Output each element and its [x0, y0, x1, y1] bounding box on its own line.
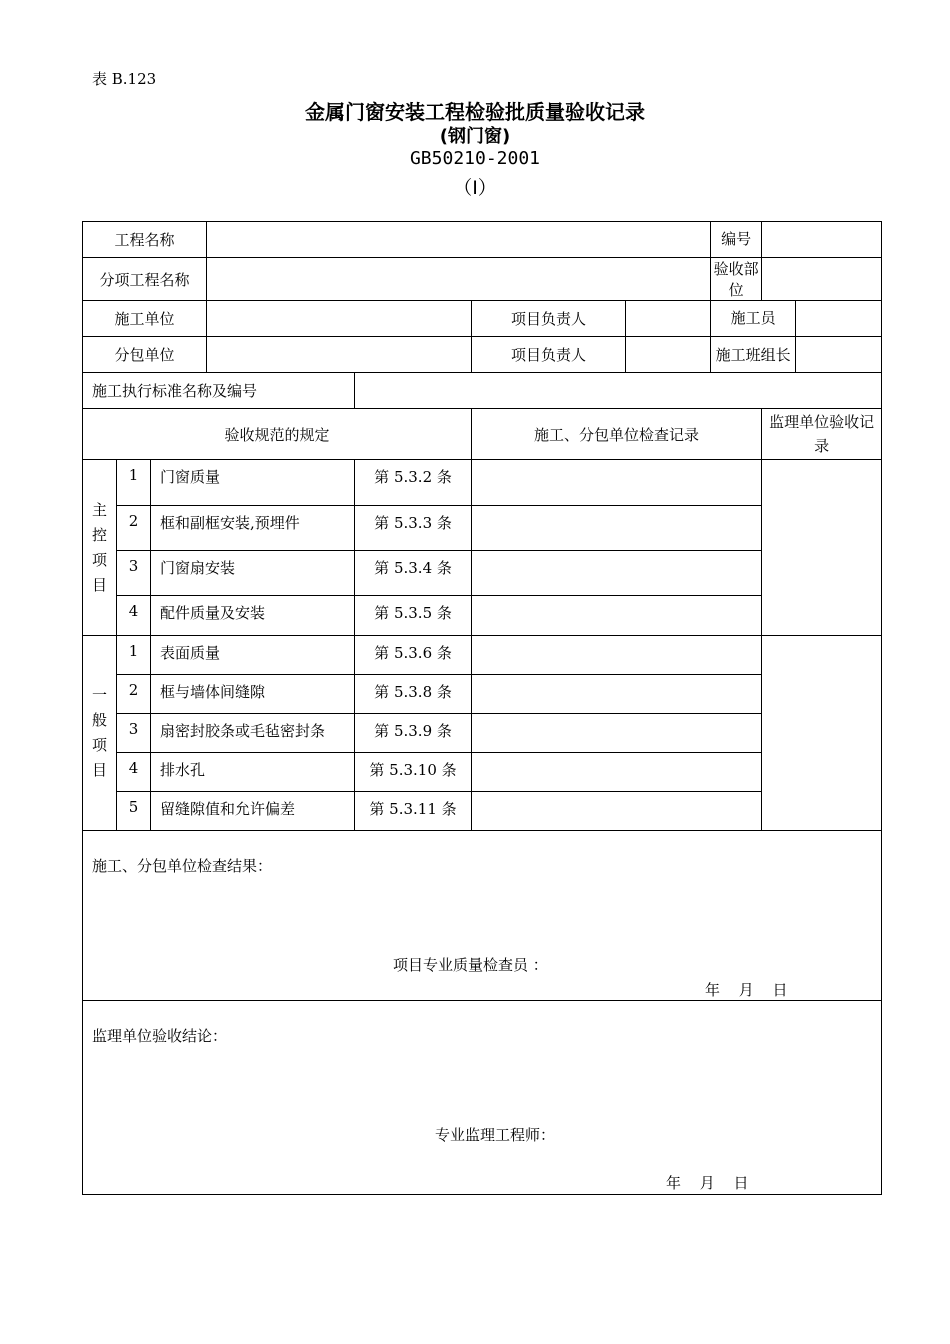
- label-sub-unit: 分包单位: [83, 337, 207, 373]
- row-clause: 第 5.3.2 条: [355, 460, 472, 506]
- label-constructor: 施工员: [711, 301, 796, 337]
- field-sub-project[interactable]: [207, 258, 711, 301]
- row-clause: 第 5.3.9 条: [355, 714, 472, 753]
- field-accept-part[interactable]: [762, 258, 882, 301]
- inspector-label: 项目专业质量检查员 ：: [393, 956, 548, 974]
- field-constructor[interactable]: [796, 301, 882, 337]
- inspection-table: [82, 221, 882, 1195]
- row-check-field[interactable]: [472, 460, 762, 506]
- row-check-field[interactable]: [472, 506, 762, 551]
- field-project-leader[interactable]: [626, 301, 711, 337]
- row-item: 框和副框安装,预埋件: [151, 506, 355, 551]
- row-item: 配件质量及安装: [151, 596, 355, 636]
- row-no: 2: [117, 675, 151, 714]
- row-item: 门窗质量: [151, 460, 355, 506]
- row-item: 扇密封胶条或毛毡密封条: [151, 714, 355, 753]
- field-construct-unit[interactable]: [207, 301, 472, 337]
- row-clause: 第 5.3.4 条: [355, 551, 472, 596]
- page-title: 金属门窗安装工程检验批质量验收记录: [305, 100, 645, 124]
- row-no: 1: [117, 636, 151, 675]
- row-no: 5: [117, 792, 151, 831]
- row-no: 3: [117, 551, 151, 596]
- form-code: 表 B.123: [92, 70, 157, 88]
- col-spec: 验收规范的规定: [83, 409, 472, 460]
- label-accept-part: 验收部位: [711, 258, 762, 301]
- label-project-leader-2: 项目负责人: [472, 337, 626, 373]
- col-supervise-record: 监理单位验收记录: [762, 409, 882, 460]
- row-clause: 第 5.3.6 条: [355, 636, 472, 675]
- row-clause: 第 5.3.11 条: [355, 792, 472, 831]
- general-items-label: 一般项目: [83, 636, 117, 831]
- label-project-name: 工程名称: [83, 222, 207, 258]
- label-project-leader: 项目负责人: [472, 301, 626, 337]
- field-standard[interactable]: [355, 373, 882, 409]
- row-clause: 第 5.3.3 条: [355, 506, 472, 551]
- conclusion-date: 年 月 日: [666, 1174, 749, 1192]
- row-no: 4: [117, 753, 151, 792]
- general-supervise-field[interactable]: [762, 636, 882, 831]
- row-no: 2: [117, 506, 151, 551]
- label-standard: 施工执行标准名称及编号: [83, 373, 355, 409]
- conclusion-label: 监理单位验收结论：: [92, 1027, 228, 1045]
- main-supervise-field[interactable]: [762, 460, 882, 636]
- engineer-label: 专业监理工程师：: [435, 1126, 556, 1144]
- row-no: 1: [117, 460, 151, 506]
- standard-code: GB50210-2001: [409, 148, 541, 169]
- row-check-field[interactable]: [472, 636, 762, 675]
- field-project-name[interactable]: [207, 222, 711, 258]
- field-number[interactable]: [762, 222, 882, 258]
- col-check-record: 施工、分包单位检查记录: [472, 409, 762, 460]
- row-item: 门窗扇安装: [151, 551, 355, 596]
- row-check-field[interactable]: [472, 551, 762, 596]
- row-item: 排水孔: [151, 753, 355, 792]
- field-team-leader[interactable]: [796, 337, 882, 373]
- row-no: 4: [117, 596, 151, 636]
- row-clause: 第 5.3.10 条: [355, 753, 472, 792]
- part-number: （Ⅰ）: [453, 177, 497, 199]
- row-check-field[interactable]: [472, 675, 762, 714]
- label-number: 编号: [711, 222, 762, 258]
- subtitle-material: (钢门窗): [439, 126, 511, 147]
- row-no: 3: [117, 714, 151, 753]
- result-label: 施工、分包单位检查结果：: [92, 857, 273, 875]
- row-item: 框与墙体间缝隙: [151, 675, 355, 714]
- field-project-leader-2[interactable]: [626, 337, 711, 373]
- label-sub-project: 分项工程名称: [83, 258, 207, 301]
- row-item: 表面质量: [151, 636, 355, 675]
- result-date: 年 月 日: [705, 981, 788, 999]
- row-item: 留缝隙值和允许偏差: [151, 792, 355, 831]
- row-check-field[interactable]: [472, 792, 762, 831]
- result-block[interactable]: [83, 831, 882, 1001]
- row-check-field[interactable]: [472, 596, 762, 636]
- main-items-label: 主控项目: [83, 460, 117, 636]
- row-check-field[interactable]: [472, 714, 762, 753]
- field-sub-unit[interactable]: [207, 337, 472, 373]
- row-clause: 第 5.3.8 条: [355, 675, 472, 714]
- row-clause: 第 5.3.5 条: [355, 596, 472, 636]
- label-team-leader: 施工班组长: [711, 337, 796, 373]
- conclusion-block[interactable]: [83, 1001, 882, 1195]
- label-construct-unit: 施工单位: [83, 301, 207, 337]
- row-check-field[interactable]: [472, 753, 762, 792]
